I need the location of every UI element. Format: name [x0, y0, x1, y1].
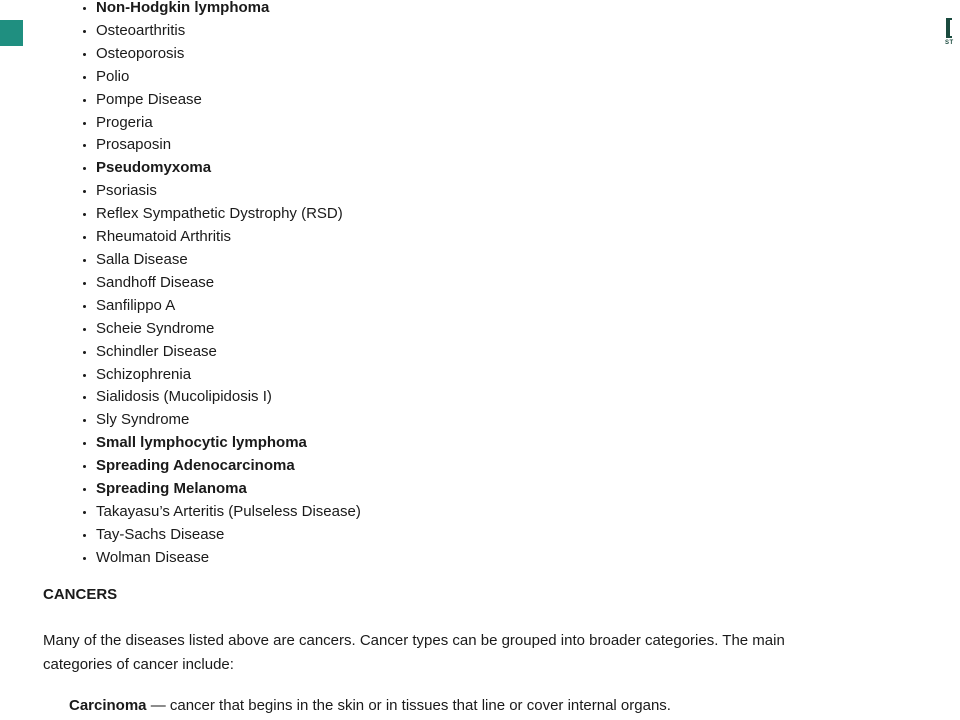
list-item: • Takayasu’s Arteritis (Pulseless Disease) [96, 501, 361, 524]
list-item: • Sialidosis (Mucolipidosis I) [96, 386, 361, 409]
carcinoma-definition [69, 697, 671, 714]
list-item: • Sly Syndrome [96, 409, 361, 432]
cancers-heading: CANCERS [43, 586, 118, 603]
list-item: • Wolman Disease [96, 547, 361, 570]
list-item: • Rheumatoid Arthritis [96, 226, 361, 249]
list-item: • Tay-Sachs Disease [96, 524, 361, 547]
list-item: • Osteoarthritis [96, 20, 361, 43]
list-item: • Polio [96, 66, 361, 89]
list-item: • Spreading Adenocarcinoma [96, 455, 361, 478]
list-item: • Pseudomyxoma [96, 157, 361, 180]
disease-list [60, 0, 361, 570]
list-item: • Scheie Syndrome [96, 318, 361, 341]
list-item: • Salla Disease [96, 249, 361, 272]
list-item: • Progeria [96, 112, 361, 135]
logo-mini-text: ST [945, 40, 954, 46]
list-item: • Small lymphocytic lymphoma [96, 432, 361, 455]
logo [945, 18, 960, 52]
list-item: • Schindler Disease [96, 341, 361, 364]
definition-term: Carcinoma [69, 697, 147, 714]
list-item: • Prosaposin [96, 134, 361, 157]
logo-glyph-icon [946, 18, 952, 38]
definition-text: — cancer that begins in the skin or in tissues that line or cover internal organs. [146, 697, 671, 714]
list-item: • Non-Hodgkin lymphoma [96, 0, 361, 20]
teal-side-tab [0, 20, 23, 46]
list-item: • Osteoporosis [96, 43, 361, 66]
list-item: • Reflex Sympathetic Dystrophy (RSD) [96, 203, 361, 226]
list-item: • Psoriasis [96, 180, 361, 203]
list-item: • Sanfilippo A [96, 295, 361, 318]
cancers-intro-paragraph: Many of the diseases listed above are cancers. Cancer types can be grouped into broader categories. The main categories of cancer include: [43, 632, 785, 673]
list-item: • Schizophrenia [96, 364, 361, 387]
list-item: • Sandhoff Disease [96, 272, 361, 295]
list-item: • Pompe Disease [96, 89, 361, 112]
list-item: • Spreading Melanoma [96, 478, 361, 501]
